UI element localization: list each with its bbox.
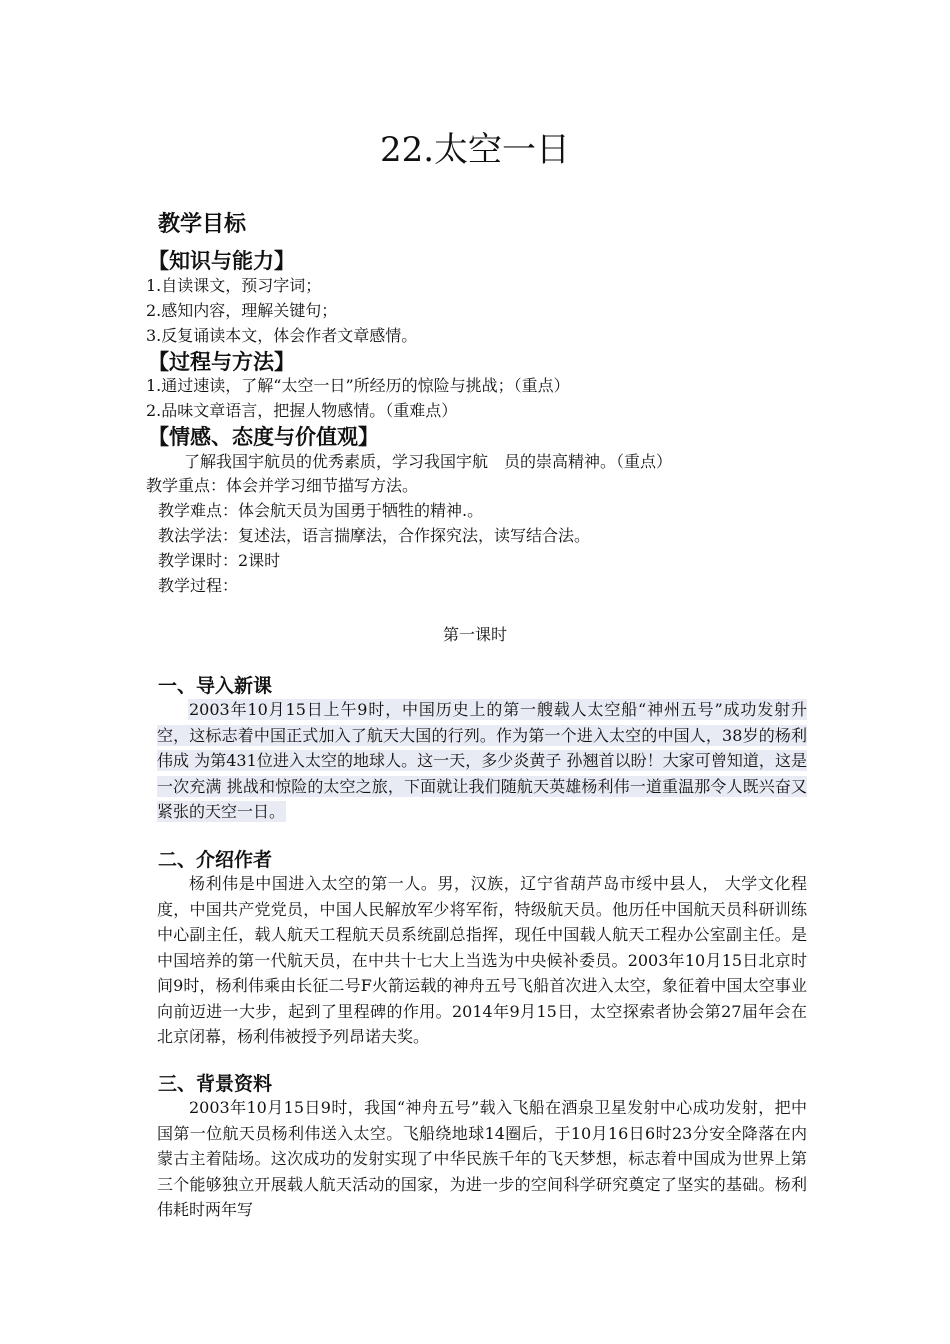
section-body <box>157 697 807 825</box>
process-heading: 【过程与方法】 <box>148 350 295 374</box>
teaching-process: 教学过程： <box>158 576 239 595</box>
emotion-heading: 【情感、态度与价值观】 <box>148 425 379 449</box>
process-item: 2.品味文章语言，把握人物感情。（重难点） <box>146 401 458 420</box>
section-body: 杨利伟是中国进入太空的第一人。男，汉族，辽宁省葫芦岛市绥中县人， 大学文化程度，中国共产党党员，中国人民解放军少将军衔，特级航天员。他历任中国航天员科研训练中心副主任，载人航天工程航天员系统副总指挥，现任中国载人航天工程办公室副主任。是中国培养的第一代航天员，在中共十七大上当选为中央候补委员。2003年10月15日北京时间9时，杨利伟乘由长征二号F火箭运载的神舟五号飞船首次进入太空，象征着中国太空事业向前迈进一大步，起到了里程碑的作用。2014年9月15日，太空探索者协会第27届年会在北京闭幕，杨利伟被授予列昂诺夫奖。 <box>157 874 807 1046</box>
process-item: 1.通过速读，了解“太空一日”所经历的惊险与挑战；（重点） <box>146 376 570 395</box>
section-heading: 一、导入新课 <box>158 675 273 697</box>
teaching-key: 教学重点：体会并学习细节描写方法。 <box>146 476 419 495</box>
section-heading: 二、介绍作者 <box>158 849 273 871</box>
document-title: 22.太空一日 <box>379 130 571 170</box>
knowledge-item: 1.自读课文，预习字词； <box>146 276 322 295</box>
teaching-difficulty: 教学难点：体会航天员为国勇于牺牲的精神.。 <box>158 501 484 520</box>
lesson-label: 第一课时 <box>442 625 507 644</box>
highlighted-text: 2003年10月15日上午9时，中国历史上的第一艘载人太空船“神州五号”成功发射升空，这标志着中国正式加入了航天大国的行列。作为第一个进入太空的中国人，38岁的杨利伟成 为第431位进入太空的地球人。这一天，多少炎黄子 孙翘首以盼！大家可曾知道，这是一次充满 挑战和惊险的太空之旅，下面就让我们随航天英雄杨利伟一道重温那令人既兴奋又紧张的天空一日。 <box>157 700 807 821</box>
section-heading: 三、背景资料 <box>158 1073 273 1095</box>
knowledge-item: 3.反复诵读本文，体会作者文章感情。 <box>146 326 418 345</box>
knowledge-heading: 【知识与能力】 <box>148 249 295 273</box>
teaching-hours: 教学课时：2课时 <box>158 551 281 570</box>
emotion-text: 了解我国宇航员的优秀素质，学习我国宇航 员的崇高精神。（重点） <box>184 452 673 471</box>
teaching-methods: 教法学法：复述法，语言揣摩法，合作探究法，读写结合法。 <box>158 526 591 545</box>
goals-heading: 教学目标 <box>158 212 247 237</box>
knowledge-item: 2.感知内容，理解关键句； <box>146 301 338 320</box>
section-body: 2003年10月15日9时，我国“神舟五号”载入飞船在酒泉卫星发射中心成功发射，把中国第一位航天员杨利伟送入太空。飞船绕地球14圈后，于10月16日6时23分安全降落在内蒙古主着陆场。这次成功的发射实现了中华民族千年的飞天梦想，标志着中国成为世界上第三个能够独立开展载人航天活动的国家，为进一步的空间科学研究奠定了坚实的基础。杨利伟耗时两年写 <box>157 1098 807 1219</box>
